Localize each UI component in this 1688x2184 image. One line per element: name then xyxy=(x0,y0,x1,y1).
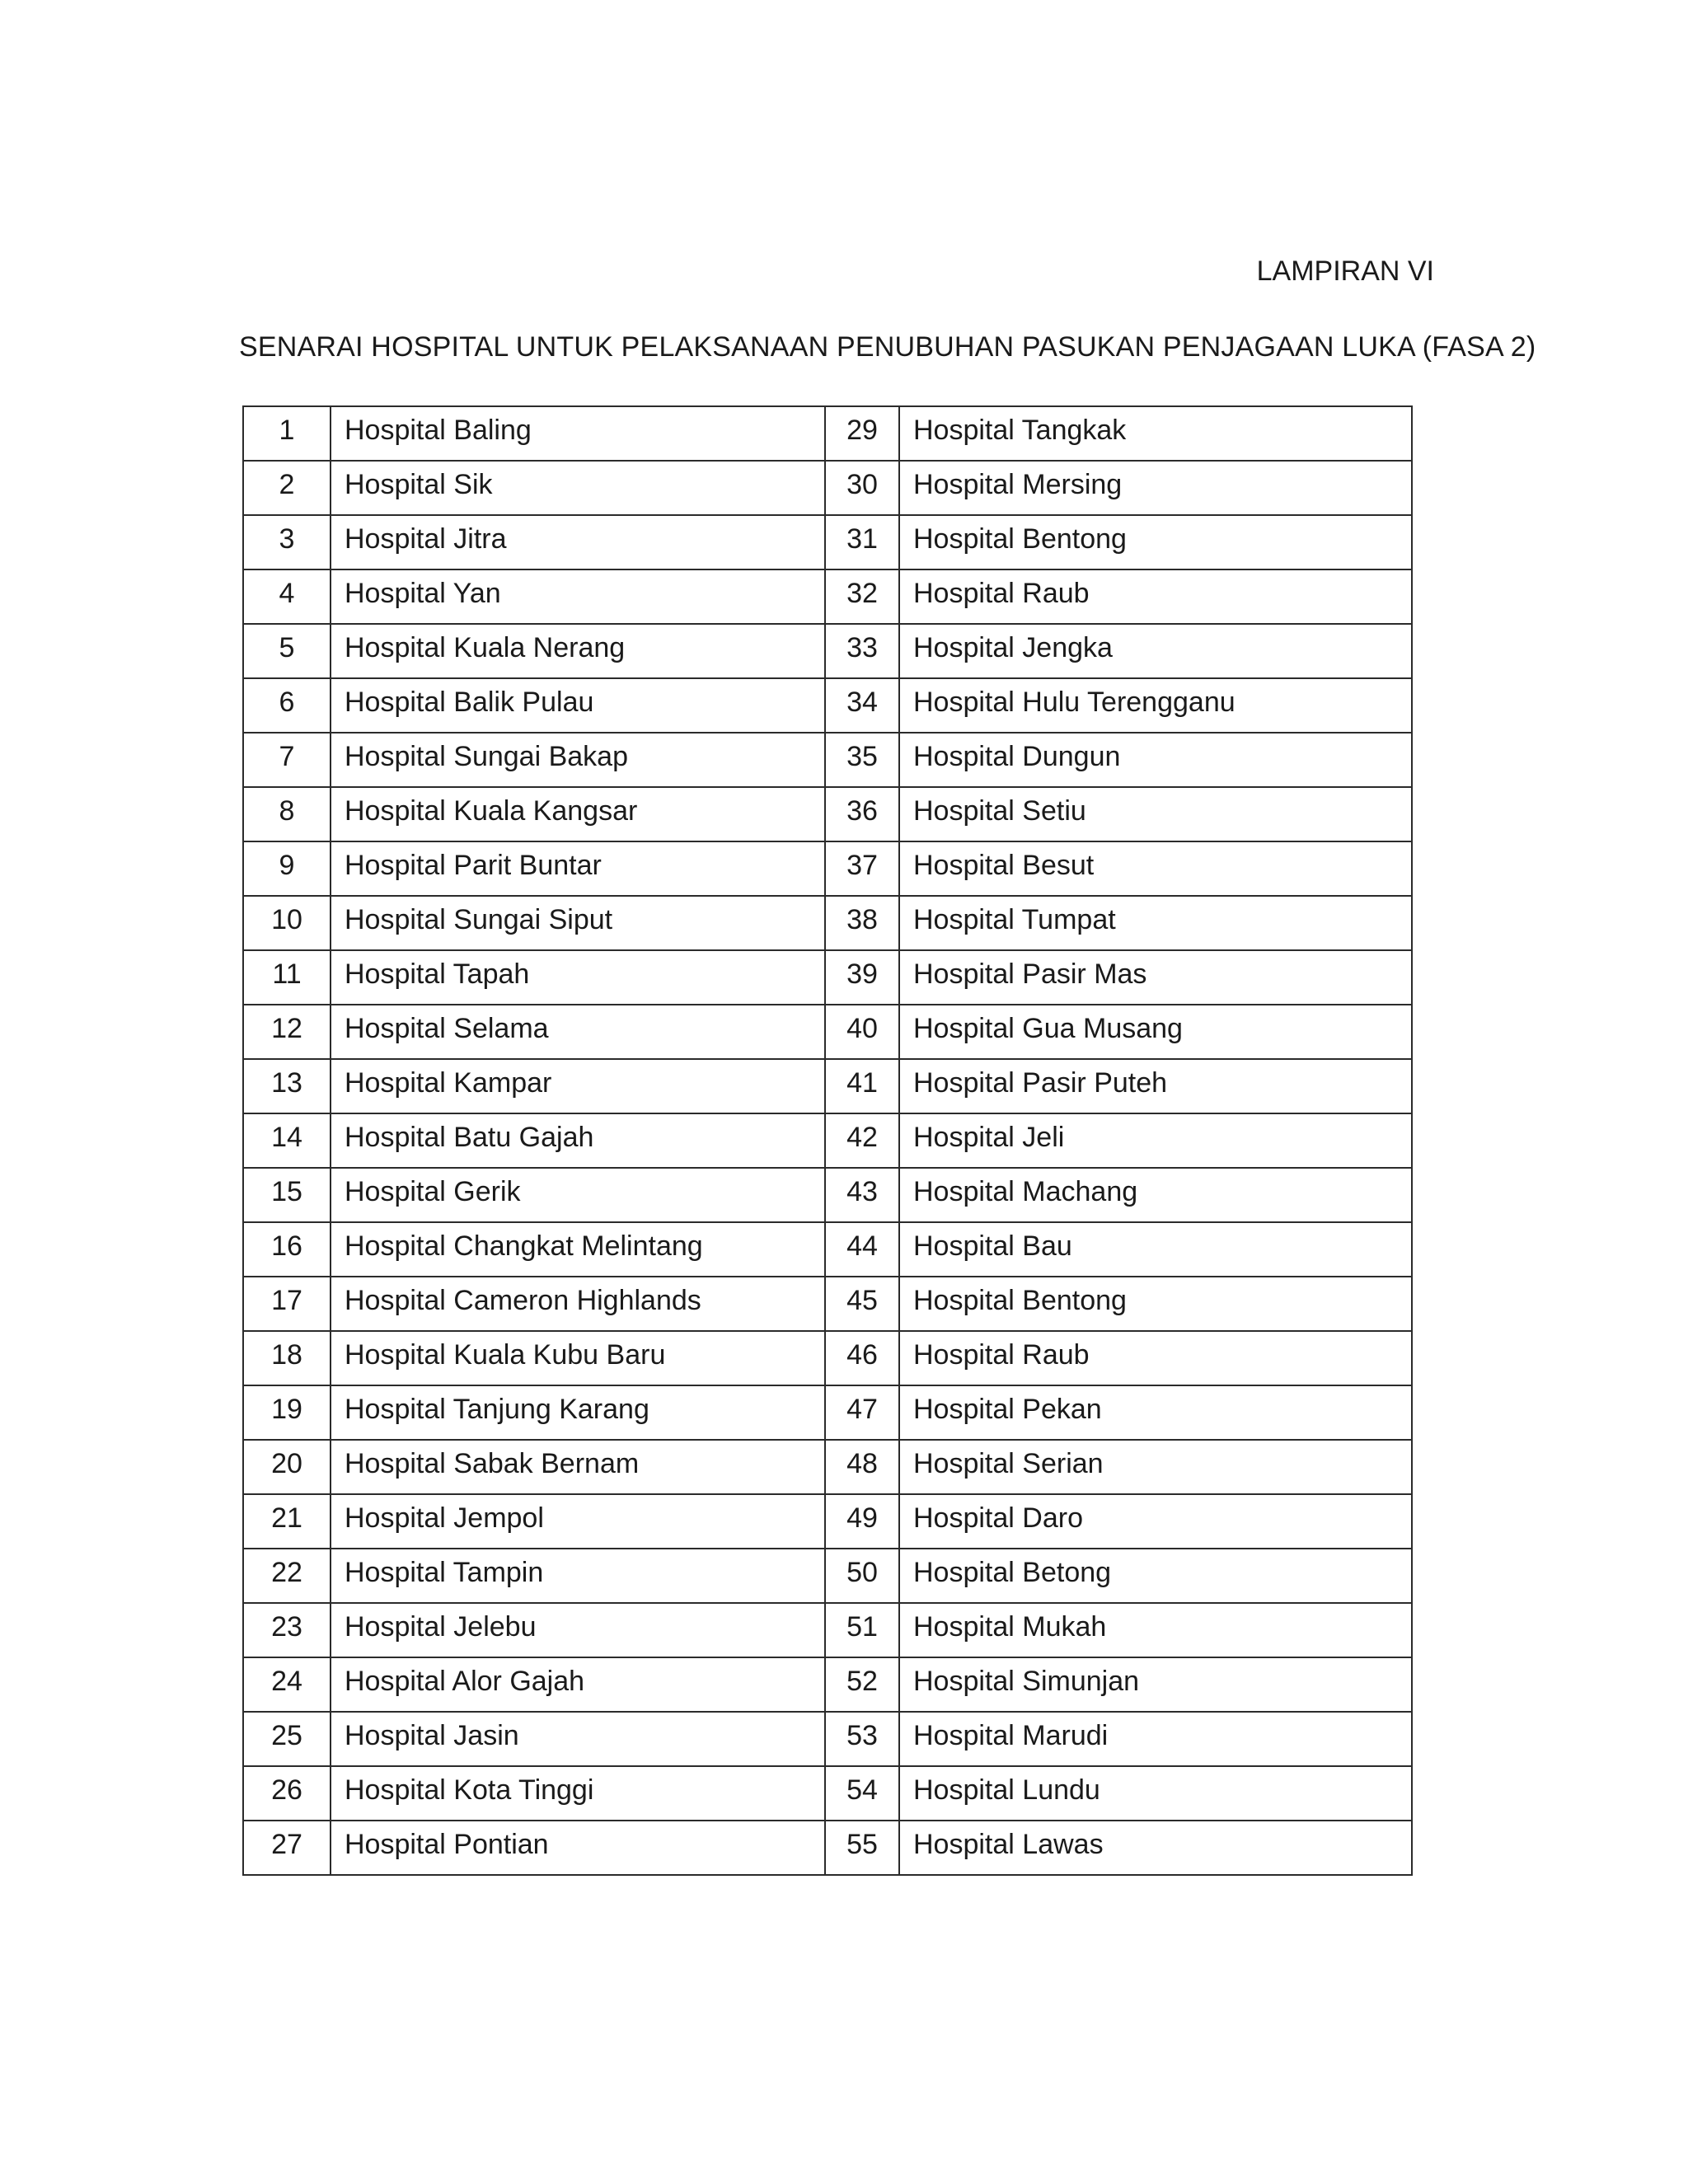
hospital-name-left: Hospital Kuala Kangsar xyxy=(331,787,825,841)
row-number-left: 10 xyxy=(243,896,331,950)
table-row xyxy=(243,1222,1412,1277)
hospital-name-left: Hospital Sungai Bakap xyxy=(331,733,825,787)
row-number-right: 55 xyxy=(825,1821,899,1875)
row-number-left: 20 xyxy=(243,1440,331,1494)
row-number-left: 22 xyxy=(243,1549,331,1603)
row-number-right: 49 xyxy=(825,1494,899,1549)
row-number-right: 54 xyxy=(825,1766,899,1821)
hospital-name-left: Hospital Baling xyxy=(331,406,825,461)
row-number-right: 42 xyxy=(825,1113,899,1168)
hospital-name-right: Hospital Simunjan xyxy=(899,1657,1412,1712)
table-row xyxy=(243,1331,1412,1385)
row-number-right: 37 xyxy=(825,841,899,896)
row-number-left: 8 xyxy=(243,787,331,841)
table-row xyxy=(243,1821,1412,1875)
row-number-right: 32 xyxy=(825,569,899,624)
hospital-name-right: Hospital Bau xyxy=(899,1222,1412,1277)
hospital-name-left: Hospital Sabak Bernam xyxy=(331,1440,825,1494)
hospital-name-left: Hospital Parit Buntar xyxy=(331,841,825,896)
row-number-left: 16 xyxy=(243,1222,331,1277)
table-row xyxy=(243,1059,1412,1113)
row-number-right: 39 xyxy=(825,950,899,1005)
hospital-name-left: Hospital Alor Gajah xyxy=(331,1657,825,1712)
row-number-left: 13 xyxy=(243,1059,331,1113)
row-number-left: 23 xyxy=(243,1603,331,1657)
row-number-left: 3 xyxy=(243,515,331,569)
table-row xyxy=(243,1494,1412,1549)
hospital-name-right: Hospital Daro xyxy=(899,1494,1412,1549)
table-row xyxy=(243,1712,1412,1766)
hospital-name-right: Hospital Jengka xyxy=(899,624,1412,678)
hospital-name-left: Hospital Changkat Melintang xyxy=(331,1222,825,1277)
table-row xyxy=(243,1766,1412,1821)
row-number-left: 26 xyxy=(243,1766,331,1821)
hospital-name-right: Hospital Raub xyxy=(899,1331,1412,1385)
hospital-name-left: Hospital Tampin xyxy=(331,1549,825,1603)
hospital-table-body xyxy=(243,406,1412,1875)
hospital-name-left: Hospital Jempol xyxy=(331,1494,825,1549)
row-number-left: 17 xyxy=(243,1277,331,1331)
table-row xyxy=(243,569,1412,624)
hospital-name-right: Hospital Pasir Puteh xyxy=(899,1059,1412,1113)
hospital-name-right: Hospital Bentong xyxy=(899,515,1412,569)
row-number-left: 14 xyxy=(243,1113,331,1168)
row-number-left: 24 xyxy=(243,1657,331,1712)
table-row xyxy=(243,787,1412,841)
hospital-name-left: Hospital Jelebu xyxy=(331,1603,825,1657)
row-number-right: 33 xyxy=(825,624,899,678)
hospital-name-right: Hospital Mersing xyxy=(899,461,1412,515)
row-number-right: 38 xyxy=(825,896,899,950)
hospital-name-left: Hospital Batu Gajah xyxy=(331,1113,825,1168)
row-number-left: 4 xyxy=(243,569,331,624)
table-row xyxy=(243,896,1412,950)
row-number-left: 2 xyxy=(243,461,331,515)
hospital-name-left: Hospital Jasin xyxy=(331,1712,825,1766)
hospital-name-left: Hospital Pontian xyxy=(331,1821,825,1875)
table-row xyxy=(243,1277,1412,1331)
table-row xyxy=(243,406,1412,461)
hospital-name-right: Hospital Raub xyxy=(899,569,1412,624)
row-number-right: 51 xyxy=(825,1603,899,1657)
hospital-name-left: Hospital Gerik xyxy=(331,1168,825,1222)
row-number-left: 18 xyxy=(243,1331,331,1385)
hospital-name-right: Hospital Machang xyxy=(899,1168,1412,1222)
row-number-left: 11 xyxy=(243,950,331,1005)
hospital-name-right: Hospital Betong xyxy=(899,1549,1412,1603)
row-number-right: 40 xyxy=(825,1005,899,1059)
hospital-name-left: Hospital Kuala Kubu Baru xyxy=(331,1331,825,1385)
annex-label: LAMPIRAN VI xyxy=(1256,255,1434,287)
hospital-name-right: Hospital Pekan xyxy=(899,1385,1412,1440)
table-row xyxy=(243,624,1412,678)
hospital-name-right: Hospital Hulu Terengganu xyxy=(899,678,1412,733)
row-number-right: 29 xyxy=(825,406,899,461)
table-row xyxy=(243,1549,1412,1603)
page-title: SENARAI HOSPITAL UNTUK PELAKSANAAN PENUBUHAN PASUKAN PENJAGAAN LUKA (FASA 2) xyxy=(239,331,1536,363)
row-number-left: 27 xyxy=(243,1821,331,1875)
row-number-right: 31 xyxy=(825,515,899,569)
table-row xyxy=(243,1440,1412,1494)
table-row xyxy=(243,1385,1412,1440)
hospital-name-left: Hospital Kampar xyxy=(331,1059,825,1113)
row-number-left: 7 xyxy=(243,733,331,787)
hospital-name-right: Hospital Dungun xyxy=(899,733,1412,787)
table-row xyxy=(243,1657,1412,1712)
hospital-name-right: Hospital Pasir Mas xyxy=(899,950,1412,1005)
row-number-left: 5 xyxy=(243,624,331,678)
row-number-right: 47 xyxy=(825,1385,899,1440)
row-number-left: 9 xyxy=(243,841,331,896)
hospital-name-right: Hospital Tangkak xyxy=(899,406,1412,461)
table-row xyxy=(243,678,1412,733)
hospital-name-right: Hospital Mukah xyxy=(899,1603,1412,1657)
hospital-name-right: Hospital Jeli xyxy=(899,1113,1412,1168)
hospital-name-left: Hospital Balik Pulau xyxy=(331,678,825,733)
hospital-name-right: Hospital Gua Musang xyxy=(899,1005,1412,1059)
row-number-left: 19 xyxy=(243,1385,331,1440)
hospital-name-left: Hospital Sik xyxy=(331,461,825,515)
row-number-right: 46 xyxy=(825,1331,899,1385)
row-number-left: 15 xyxy=(243,1168,331,1222)
table-row xyxy=(243,733,1412,787)
row-number-left: 12 xyxy=(243,1005,331,1059)
hospital-name-left: Hospital Jitra xyxy=(331,515,825,569)
row-number-right: 44 xyxy=(825,1222,899,1277)
row-number-right: 34 xyxy=(825,678,899,733)
row-number-left: 21 xyxy=(243,1494,331,1549)
hospital-name-right: Hospital Marudi xyxy=(899,1712,1412,1766)
hospital-name-left: Hospital Tapah xyxy=(331,950,825,1005)
hospital-name-right: Hospital Serian xyxy=(899,1440,1412,1494)
hospital-name-right: Hospital Lawas xyxy=(899,1821,1412,1875)
row-number-right: 52 xyxy=(825,1657,899,1712)
row-number-left: 25 xyxy=(243,1712,331,1766)
hospital-name-right: Hospital Besut xyxy=(899,841,1412,896)
table-row xyxy=(243,1168,1412,1222)
row-number-left: 6 xyxy=(243,678,331,733)
hospital-name-right: Hospital Tumpat xyxy=(899,896,1412,950)
hospital-name-left: Hospital Sungai Siput xyxy=(331,896,825,950)
table-row xyxy=(243,515,1412,569)
table-row xyxy=(243,841,1412,896)
hospital-name-left: Hospital Yan xyxy=(331,569,825,624)
hospital-name-left: Hospital Kuala Nerang xyxy=(331,624,825,678)
row-number-right: 45 xyxy=(825,1277,899,1331)
hospital-table xyxy=(242,405,1413,1876)
hospital-name-right: Hospital Setiu xyxy=(899,787,1412,841)
row-number-right: 43 xyxy=(825,1168,899,1222)
row-number-right: 41 xyxy=(825,1059,899,1113)
row-number-right: 36 xyxy=(825,787,899,841)
hospital-name-left: Hospital Selama xyxy=(331,1005,825,1059)
row-number-right: 30 xyxy=(825,461,899,515)
hospital-name-right: Hospital Bentong xyxy=(899,1277,1412,1331)
row-number-left: 1 xyxy=(243,406,331,461)
hospital-name-left: Hospital Tanjung Karang xyxy=(331,1385,825,1440)
table-row xyxy=(243,1113,1412,1168)
table-row xyxy=(243,1603,1412,1657)
table-row xyxy=(243,1005,1412,1059)
table-row xyxy=(243,950,1412,1005)
hospital-name-right: Hospital Lundu xyxy=(899,1766,1412,1821)
row-number-right: 53 xyxy=(825,1712,899,1766)
row-number-right: 35 xyxy=(825,733,899,787)
row-number-right: 50 xyxy=(825,1549,899,1603)
row-number-right: 48 xyxy=(825,1440,899,1494)
table-row xyxy=(243,461,1412,515)
hospital-name-left: Hospital Kota Tinggi xyxy=(331,1766,825,1821)
hospital-name-left: Hospital Cameron Highlands xyxy=(331,1277,825,1331)
